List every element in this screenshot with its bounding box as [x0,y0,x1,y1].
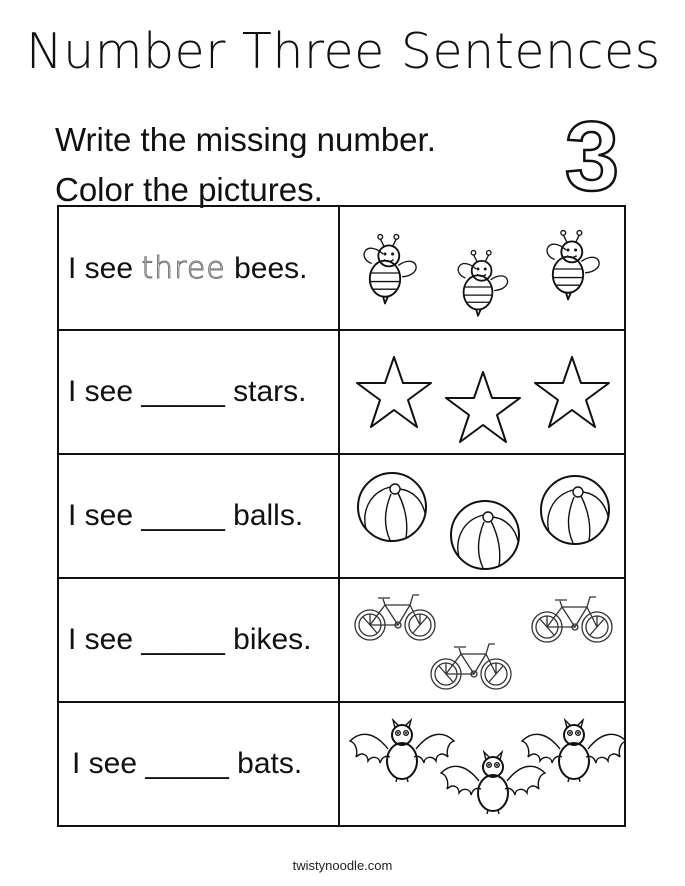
bicycle-icon [340,579,624,701]
sentence-suffix: bikes. [224,623,312,656]
worksheet-table [57,205,626,827]
answer-blank[interactable]: _____ [141,375,225,408]
answer-blank[interactable]: _____ [145,747,229,780]
star-icon [340,331,624,453]
picture-cell-bees[interactable] [339,206,625,330]
site-credit: twistynoodle.com [292,858,393,873]
sentence-prefix: I see [68,251,142,285]
answer-blank[interactable]: _____ [141,499,225,532]
sentence-prefix: I see [68,499,142,532]
table-row [58,578,625,702]
sentence-prefix: I see [68,375,142,408]
bee-icon [340,207,624,329]
instruction-write: Write the missing number. [55,121,436,158]
table-row [58,206,625,330]
table-row [58,454,625,578]
table-row [58,702,625,826]
beach-ball-icon [340,455,624,577]
bat-icon [340,703,624,825]
sentence-balls [58,454,339,578]
picture-cell-balls[interactable] [339,454,625,578]
big-number: 3 [564,110,620,200]
picture-cell-stars[interactable] [339,330,625,454]
picture-cell-bats[interactable] [339,702,625,826]
page-title: Number Three Sentences [26,23,661,80]
table-row [58,330,625,454]
sentence-suffix: bees. [225,251,308,285]
sentence-bats [58,702,339,826]
picture-cell-bikes[interactable] [339,578,625,702]
sentence-bikes [58,578,339,702]
instruction-color: Color the pictures. [55,171,323,208]
sentence-prefix: I see [72,747,146,780]
answer-blank[interactable]: _____ [141,623,225,656]
number-three-icon [560,110,624,200]
sentence-suffix: bats. [228,747,303,780]
sentence-suffix: stars. [224,375,307,408]
sentence-suffix: balls. [224,499,304,532]
sentence-stars [58,330,339,454]
sentence-bees [58,206,339,330]
sentence-prefix: I see [68,623,142,656]
traced-number-word: three [141,250,226,286]
